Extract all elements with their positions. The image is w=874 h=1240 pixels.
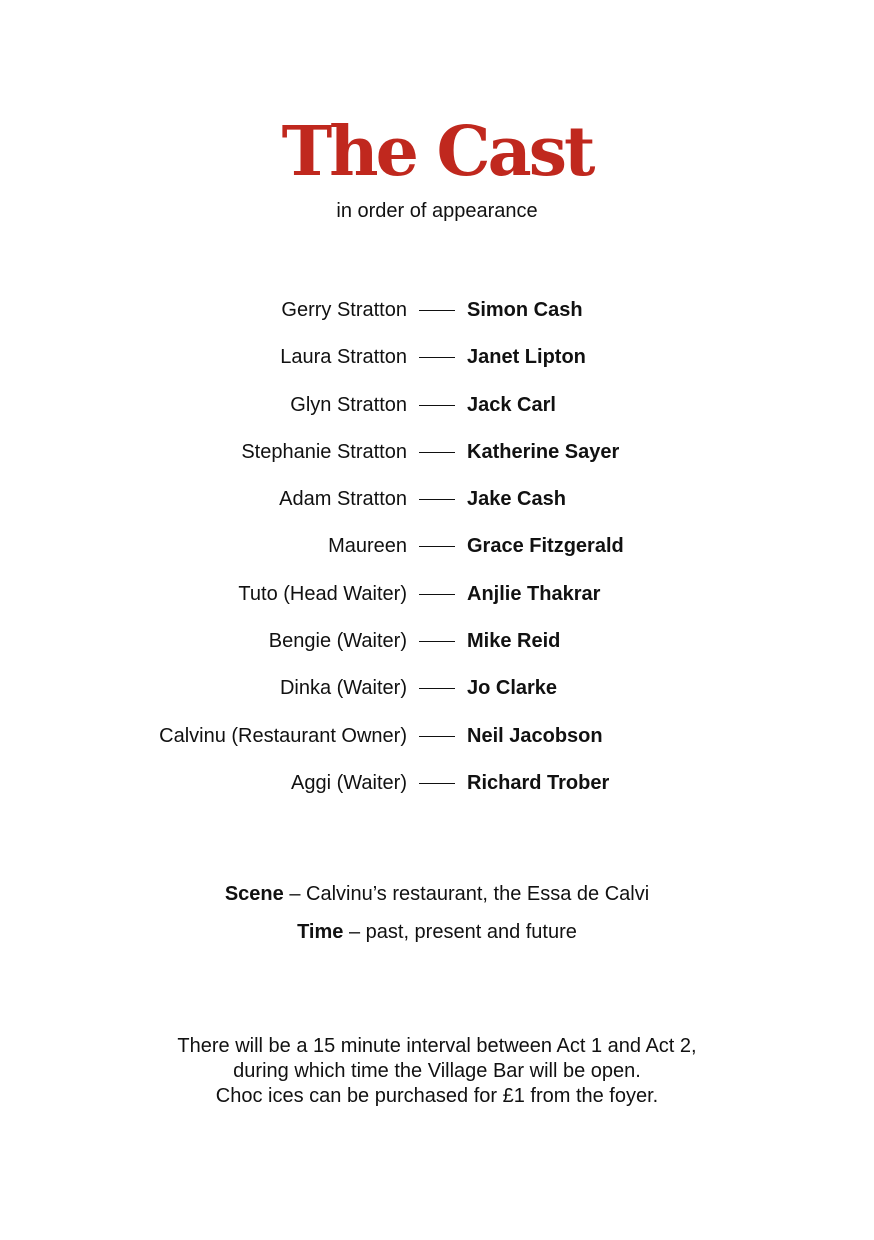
separator-line bbox=[419, 452, 455, 453]
separator-line bbox=[419, 546, 455, 547]
cast-row bbox=[0, 718, 874, 765]
separator-line bbox=[419, 357, 455, 358]
character-name: Gerry Stratton bbox=[281, 299, 407, 321]
separator-line bbox=[419, 641, 455, 642]
separator-line bbox=[419, 310, 455, 311]
time-text: – past, present and future bbox=[343, 921, 577, 943]
cast-row bbox=[0, 623, 874, 670]
actor-name: Mike Reid bbox=[467, 630, 561, 653]
separator-line bbox=[419, 499, 455, 500]
cast-row bbox=[0, 670, 874, 717]
notes-line: during which time the Village Bar will be open. bbox=[233, 1060, 641, 1082]
character-name: Adam Stratton bbox=[279, 488, 407, 511]
character-name: Aggi (Waiter) bbox=[291, 771, 407, 794]
character-name: Tuto (Head Waiter) bbox=[238, 582, 407, 605]
page-title: The Cast bbox=[281, 112, 593, 192]
notes-line: There will be a 15 minute interval between Act 1 and Act 2, bbox=[177, 1035, 697, 1057]
separator-line bbox=[419, 405, 455, 406]
cast-list bbox=[0, 292, 874, 812]
character-name: Glyn Stratton bbox=[290, 393, 407, 416]
actor-name: Katherine Sayer bbox=[467, 440, 620, 463]
time-line bbox=[0, 919, 874, 945]
cast-row bbox=[0, 481, 874, 528]
actor-name: Jack Carl bbox=[467, 393, 556, 416]
interval-notes bbox=[0, 1034, 874, 1109]
scene-label: Scene bbox=[224, 883, 284, 905]
cast-row bbox=[0, 576, 874, 623]
cast-row bbox=[0, 434, 874, 481]
character-name: Laura Stratton bbox=[280, 346, 407, 369]
scene-line bbox=[0, 881, 874, 907]
actor-name: Anjlie Thakrar bbox=[467, 582, 601, 605]
notes-line: Choc ices can be purchased for £1 from the foyer. bbox=[215, 1085, 659, 1107]
cast-row bbox=[0, 765, 874, 812]
actor-name: Simon Cash bbox=[467, 299, 583, 321]
separator-line bbox=[419, 594, 455, 595]
separator-line bbox=[419, 783, 455, 784]
character-name: Bengie (Waiter) bbox=[268, 630, 407, 653]
actor-name: Janet Lipton bbox=[467, 346, 586, 369]
actor-name: Richard Trober bbox=[467, 771, 610, 794]
character-name: Stephanie Stratton bbox=[241, 440, 407, 463]
actor-name: Grace Fitzgerald bbox=[467, 535, 624, 558]
character-name: Dinka (Waiter) bbox=[279, 677, 407, 700]
cast-row bbox=[0, 528, 874, 575]
page-subtitle: in order of appearance bbox=[336, 200, 538, 222]
actor-name: Neil Jacobson bbox=[467, 724, 603, 747]
actor-name: Jake Cash bbox=[467, 488, 566, 511]
cast-row bbox=[0, 292, 874, 339]
actor-name: Jo Clarke bbox=[467, 677, 558, 700]
character-name: Maureen bbox=[328, 535, 407, 558]
scene-text: – Calvinu’s restaurant, the Essa de Calvi bbox=[283, 883, 650, 905]
separator-line bbox=[419, 688, 455, 689]
time-label: Time bbox=[297, 921, 344, 943]
separator-line bbox=[419, 736, 455, 737]
character-name: Calvinu (Restaurant Owner) bbox=[159, 724, 407, 747]
cast-row bbox=[0, 339, 874, 386]
cast-row bbox=[0, 387, 874, 434]
